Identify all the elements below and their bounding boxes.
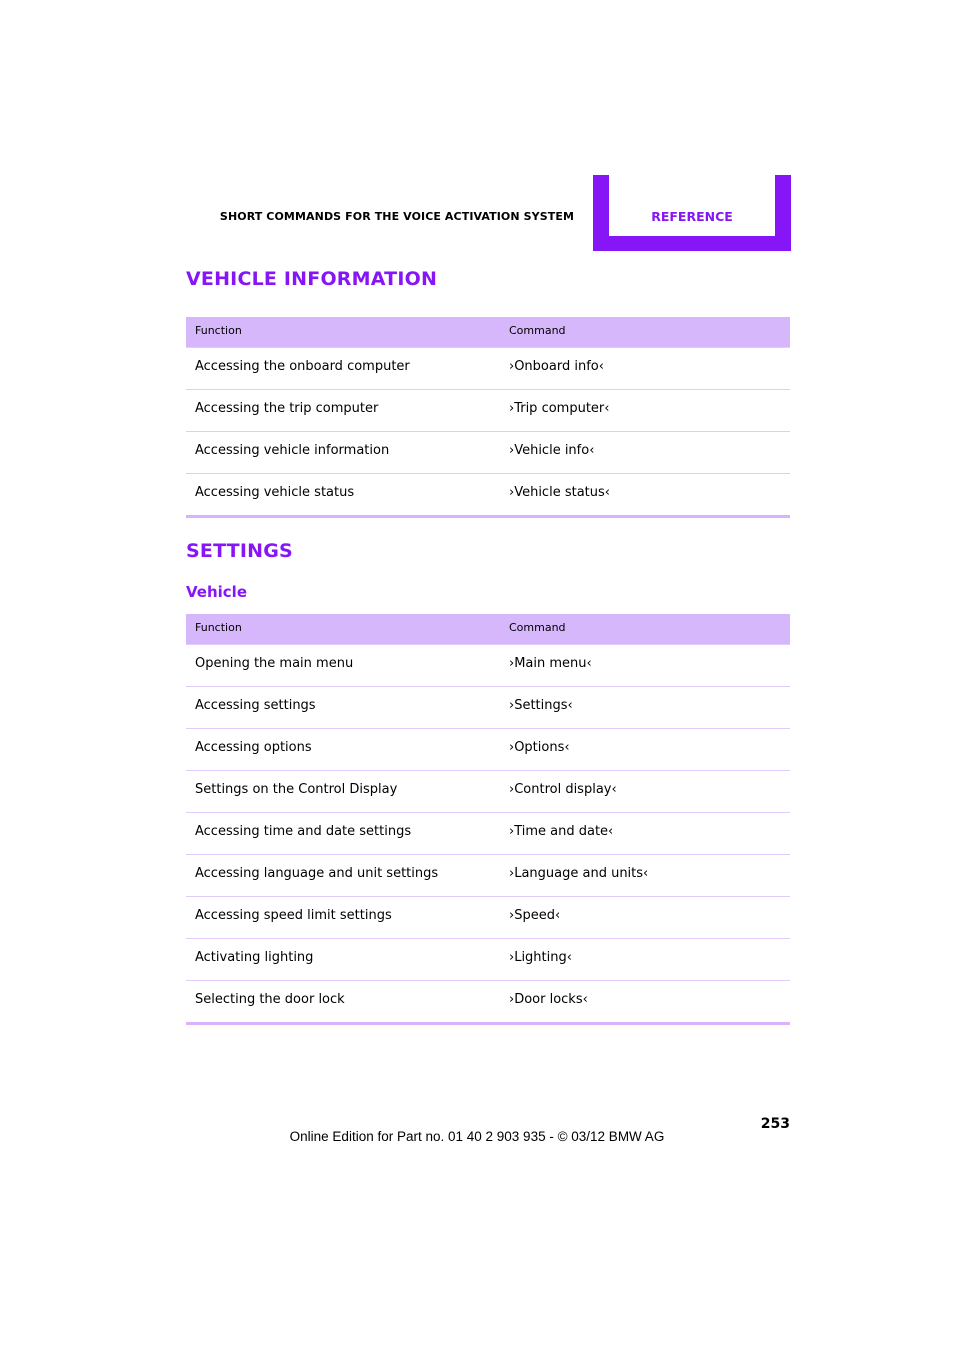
table-row <box>186 389 790 431</box>
table-row <box>186 347 790 389</box>
table-row <box>186 770 790 812</box>
command-cell: ›Speed‹ <box>509 908 561 923</box>
table-row <box>186 728 790 770</box>
function-cell: Accessing vehicle information <box>195 443 390 458</box>
reference-tab <box>593 175 791 251</box>
function-cell: Accessing time and date settings <box>195 824 412 839</box>
table-row <box>186 644 790 686</box>
command-cell: ›Options‹ <box>509 740 570 755</box>
table-row <box>186 938 790 980</box>
table-row <box>186 431 790 473</box>
function-cell: Accessing settings <box>195 698 316 713</box>
command-cell: ›Lighting‹ <box>509 950 572 965</box>
table-row <box>186 812 790 854</box>
function-cell: Accessing vehicle status <box>195 485 355 500</box>
table-header <box>186 614 790 644</box>
column-header-command: Command <box>509 324 566 337</box>
command-cell: ›Onboard info‹ <box>509 359 604 374</box>
table-row <box>186 686 790 728</box>
page-number: 253 <box>760 1116 790 1132</box>
running-title: SHORT COMMANDS FOR THE VOICE ACTIVATION SYSTEM <box>219 210 574 223</box>
table-row <box>186 896 790 938</box>
command-cell: ›Language and units‹ <box>509 866 649 881</box>
command-cell: ›Main menu‹ <box>509 656 592 671</box>
table-header <box>186 317 790 347</box>
column-header-command: Command <box>509 621 566 634</box>
function-cell: Accessing speed limit settings <box>195 908 392 923</box>
command-cell: ›Settings‹ <box>509 698 573 713</box>
edition-footer: Online Edition for Part no. 01 40 2 903 935 - © 03/12 BMW AG <box>289 1129 665 1144</box>
command-cell: ›Trip computer‹ <box>509 401 610 416</box>
settings-heading: SETTINGS <box>186 540 293 562</box>
function-cell: Opening the main menu <box>195 656 354 671</box>
column-header-function: Function <box>195 324 242 337</box>
function-cell: Accessing options <box>195 740 312 755</box>
settings-table <box>186 614 790 1025</box>
command-cell: ›Door locks‹ <box>509 992 588 1007</box>
command-cell: ›Control display‹ <box>509 782 617 797</box>
function-cell: Selecting the door lock <box>195 992 345 1007</box>
table-row <box>186 854 790 896</box>
column-header-function: Function <box>195 621 242 634</box>
function-cell: Settings on the Control Display <box>195 782 398 797</box>
command-cell: ›Time and date‹ <box>509 824 614 839</box>
function-cell: Activating lighting <box>195 950 314 965</box>
vehicle-information-heading: VEHICLE INFORMATION <box>186 268 438 290</box>
vehicle-information-table <box>186 317 790 518</box>
function-cell: Accessing language and unit settings <box>195 866 439 881</box>
reference-tab-label: REFERENCE <box>651 209 733 224</box>
command-cell: ›Vehicle status‹ <box>509 485 610 500</box>
function-cell: Accessing the trip computer <box>195 401 379 416</box>
function-cell: Accessing the onboard computer <box>195 359 410 374</box>
table-row <box>186 980 790 1022</box>
table-row <box>186 473 790 515</box>
vehicle-subheading: Vehicle <box>186 583 247 601</box>
command-cell: ›Vehicle info‹ <box>509 443 595 458</box>
